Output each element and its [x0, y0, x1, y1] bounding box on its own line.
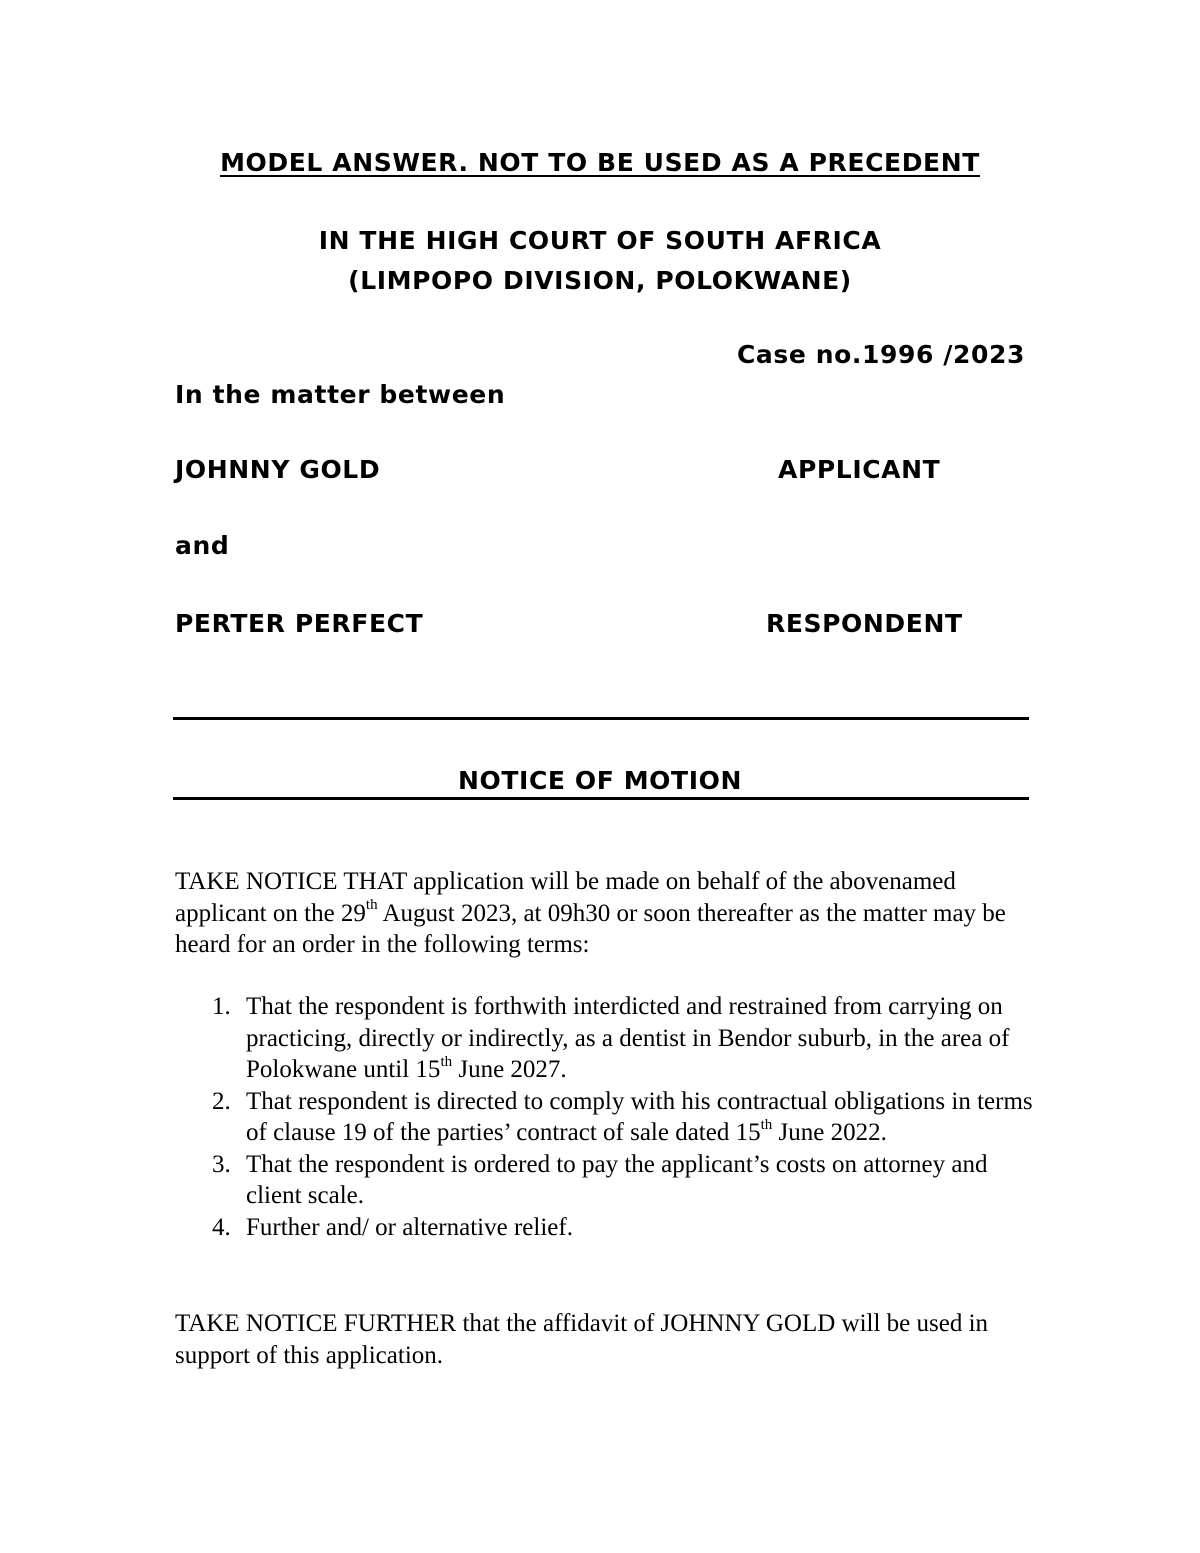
intro-text-b: August 2023, at 09h30 or soon thereafter as the matter may be heard for an order in the following terms: — [175, 899, 1006, 958]
order-number: 1. — [212, 993, 231, 1020]
respondent-role: RESPONDENT — [766, 609, 963, 638]
applicant-name: JOHNNY GOLD — [175, 455, 381, 484]
closing-paragraph: TAKE NOTICE FURTHER that the affidavit of JOHNNY GOLD will be used in support of this application. — [175, 1310, 989, 1369]
document-title: NOTICE OF MOTION — [458, 766, 742, 795]
disclaimer-heading: MODEL ANSWER. NOT TO BE USED AS A PRECEDENT — [220, 148, 980, 177]
respondent-name: PERTER PERFECT — [175, 609, 424, 638]
conjunction-and: and — [175, 531, 230, 560]
intro-text-a: TAKE NOTICE THAT application will be made on behalf of the abovenamed applicant on the 29 — [175, 868, 956, 927]
order-text-tail: June 2022. — [772, 1119, 887, 1146]
order-superscript: th — [440, 1053, 453, 1070]
divider-top — [173, 717, 1029, 720]
court-division: (LIMPOPO DIVISION, POLOKWANE) — [348, 266, 852, 295]
intro-paragraph — [175, 866, 1025, 961]
order-text: That the respondent is ordered to pay the applicant’s costs on attorney and client scale. — [246, 1150, 988, 1209]
order-text: Further and/ or alternative relief. — [246, 1213, 573, 1241]
court-name: IN THE HIGH COURT OF SOUTH AFRICA — [318, 226, 882, 255]
order-number: 4. — [212, 1213, 231, 1241]
order-text: That the respondent is forthwith interdicted and restrained from carrying on practicing, directly or indirectly, as a dentist in Bendor suburb, in the area of Polokwane until 15 — [246, 993, 1010, 1083]
case-number: Case no.1996 /2023 — [736, 340, 1025, 369]
order-item — [175, 1212, 1035, 1244]
order-number: 3. — [212, 1150, 231, 1178]
order-number: 2. — [212, 1087, 231, 1115]
order-item — [175, 1086, 1035, 1149]
matter-between: In the matter between — [175, 380, 506, 409]
order-item — [175, 1149, 1035, 1212]
order-superscript: th — [760, 1116, 773, 1133]
order-item — [175, 991, 1035, 1086]
divider-bottom — [173, 797, 1029, 800]
intro-superscript: th — [365, 897, 378, 914]
order-text: That respondent is directed to comply with his contractual obligations in terms of clause 19 of the parties’ contract of sale dated 15 — [246, 1087, 1033, 1146]
applicant-role: APPLICANT — [778, 455, 941, 484]
orders-list — [175, 991, 1035, 1243]
order-text-tail: June 2027. — [452, 1056, 567, 1083]
